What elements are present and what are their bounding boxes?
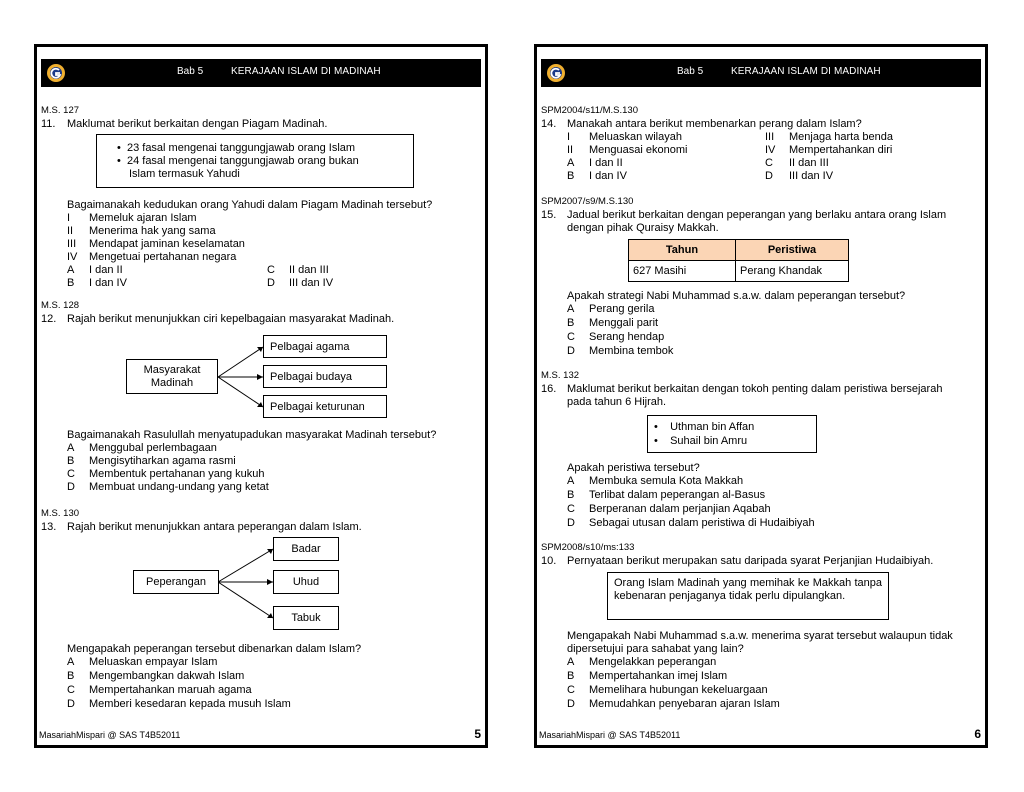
option-text: Terlibat dalam peperangan al-Basus: [589, 489, 766, 501]
question-text-continued: dengan pihak Quraisy Makkah.: [567, 222, 719, 234]
chapter-label: Bab 5: [177, 66, 204, 77]
page-header: [541, 59, 981, 87]
option-label: D: [567, 698, 575, 710]
option-text: II dan III: [789, 157, 829, 169]
roman-item: Memeluk ajaran Islam: [89, 212, 197, 224]
option-text: Sebagai utusan dalam peristiwa di Hudaibiyah: [589, 517, 815, 529]
option-text: Membuat undang-undang yang ketat: [89, 481, 269, 493]
question-number: 13.: [41, 521, 57, 533]
option-label: B: [567, 170, 575, 182]
diagram-branch-box: [273, 570, 339, 594]
option-label: C: [567, 331, 575, 343]
diagram-branch-box: [273, 606, 339, 630]
table-header-cell: Tahun: [629, 240, 736, 261]
roman-label: III: [67, 238, 77, 250]
question-text: Rajah berikut menunjukkan antara peperangan dalam Islam.: [67, 521, 362, 533]
option-label: A: [567, 656, 575, 668]
question-text: Rajah berikut menunjukkan ciri kepelbagaian masyarakat Madinah.: [67, 313, 395, 325]
option-text: II dan III: [289, 264, 329, 276]
option-label: C: [67, 684, 75, 696]
question-text: Pernyataan berikut merupakan satu daripada syarat Perjanjian Hudaibiyah.: [567, 555, 934, 567]
page-number: 5: [474, 727, 481, 741]
branch-label: Uhud: [292, 576, 320, 588]
question-text-continued: pada tahun 6 Hijrah.: [567, 396, 667, 408]
option-label: C: [765, 157, 773, 169]
bullet-item: • Uthman bin Affan: [654, 421, 755, 433]
center-label: Peperangan: [146, 576, 206, 588]
roman-item: Menguasai ekonomi: [589, 144, 688, 156]
roman-item: Menerima hak yang sama: [89, 225, 216, 237]
option-label: D: [267, 277, 275, 289]
question-reference: SPM2007/s9/M.S.130: [541, 196, 634, 207]
option-text: I dan IV: [89, 277, 127, 289]
option-label: C: [267, 264, 275, 276]
option-label: D: [567, 517, 575, 529]
chapter-title: KERAJAAN ISLAM DI MADINAH: [231, 66, 381, 77]
question-number: 15.: [541, 209, 557, 221]
diagram-branch-box: [263, 335, 387, 358]
chapter-title: KERAJAAN ISLAM DI MADINAH: [731, 66, 881, 77]
option-text: III dan IV: [789, 170, 834, 182]
option-label: C: [67, 468, 75, 480]
option-text: Membentuk pertahanan yang kukuh: [89, 468, 265, 480]
diagram-center-box: [126, 359, 218, 394]
statement-text: Orang Islam Madinah yang memihak ke Makkah tanpa kebenaran penjaganya tidak perlu dipulangkan.: [614, 577, 882, 602]
option-label: B: [67, 277, 75, 289]
center-label-line: Madinah: [150, 377, 194, 389]
option-label: D: [67, 698, 75, 710]
option-label: A: [567, 475, 575, 487]
center-label-line: Masyarakat: [143, 364, 201, 376]
question-reference: M.S. 127: [41, 105, 80, 116]
option-text: Meluaskan empayar Islam: [89, 656, 218, 668]
roman-item: Meluaskan wilayah: [589, 131, 682, 143]
roman-label: II: [67, 225, 74, 237]
statement-box: [607, 572, 889, 620]
question-number: 14.: [541, 118, 557, 130]
question-reference: M.S. 128: [41, 300, 80, 311]
table-row: [629, 261, 849, 282]
question-stem: Bagaimanakah kedudukan orang Yahudi dalam Piagam Madinah tersebut?: [67, 199, 433, 211]
question-text: Jadual berikut berkaitan dengan peperangan yang berlaku antara orang Islam: [567, 209, 947, 221]
option-text: Berperanan dalam perjanjian Aqabah: [589, 503, 771, 515]
info-box: [647, 415, 817, 453]
option-text: Perang gerila: [589, 303, 655, 315]
option-text: Serang hendap: [589, 331, 665, 343]
question-stem-continued: dipersetujui para sahabat yang lain?: [567, 643, 744, 655]
option-label: D: [567, 345, 575, 357]
roman-item: Mempertahankan diri: [789, 144, 893, 156]
bullet-item-continued: Islam termasuk Yahudi: [129, 168, 240, 180]
question-number: 16.: [541, 383, 557, 395]
option-label: C: [567, 684, 575, 696]
question-reference: SPM2004/s11/M.S.130: [541, 105, 638, 116]
option-text: Memberi kesedaran kepada musuh Islam: [89, 698, 291, 710]
option-text: Mempertahankan maruah agama: [89, 684, 252, 696]
page-5: [34, 44, 488, 748]
option-text: Mengisytiharkan agama rasmi: [89, 455, 236, 467]
branch-label: Pelbagai budaya: [270, 371, 352, 383]
roman-label: II: [567, 144, 574, 156]
chapter-label: Bab 5: [677, 66, 704, 77]
option-text: I dan II: [89, 264, 123, 276]
option-label: B: [67, 670, 75, 682]
roman-item: Mengetuai pertahanan negara: [89, 251, 237, 263]
option-label: D: [67, 481, 75, 493]
option-text: I dan II: [589, 157, 623, 169]
branch-label: Tabuk: [291, 612, 321, 624]
option-label: A: [67, 442, 75, 454]
diagram-branch-box: [273, 537, 339, 561]
question-stem: Mengapakah Nabi Muhammad s.a.w. menerima syarat tersebut walaupun tidak: [567, 630, 953, 642]
branch-label: Pelbagai keturunan: [270, 401, 365, 413]
roman-label: III: [765, 131, 775, 143]
question-stem: Apakah peristiwa tersebut?: [567, 462, 700, 474]
table-header-row: [629, 240, 849, 261]
roman-item: Menjaga harta benda: [789, 131, 893, 143]
roman-label: IV: [67, 251, 78, 263]
option-label: B: [567, 489, 575, 501]
option-text: Membuka semula Kota Makkah: [589, 475, 744, 487]
option-text: I dan IV: [589, 170, 627, 182]
logo-g-icon: [545, 63, 567, 83]
option-label: B: [567, 317, 575, 329]
question-reference: M.S. 130: [41, 508, 80, 519]
diagram-branch-box: [263, 365, 387, 388]
question-stem: Mengapakah peperangan tersebut dibenarkan dalam Islam?: [67, 643, 362, 655]
branch-label: Badar: [291, 543, 321, 555]
page-footer: MasariahMispari @ SAS T4B52011: [539, 730, 681, 740]
roman-label: I: [567, 131, 571, 143]
question-text: Maklumat berikut berkaitan dengan Piagam Madinah.: [67, 118, 328, 130]
option-text: Membina tembok: [589, 345, 674, 357]
option-label: D: [765, 170, 773, 182]
page-number: 6: [974, 727, 981, 741]
question-number: 11.: [41, 118, 56, 130]
bullet-item: • Suhail bin Amru: [654, 435, 748, 447]
option-text: III dan IV: [289, 277, 334, 289]
roman-label: IV: [765, 144, 776, 156]
table-cell: 627 Masihi: [629, 261, 736, 282]
diagram-center-box: [133, 570, 219, 594]
option-label: B: [67, 455, 75, 467]
question-reference: SPM2008/s10/ms:133: [541, 542, 635, 553]
option-text: Mengelakkan peperangan: [589, 656, 717, 668]
question-reference: M.S. 132: [541, 370, 580, 381]
question-number: 10.: [541, 555, 557, 567]
option-label: A: [67, 264, 75, 276]
page-footer: MasariahMispari @ SAS T4B52011: [39, 730, 181, 740]
option-label: B: [567, 670, 575, 682]
roman-label: I: [67, 212, 71, 224]
question-text: Maklumat berikut berkaitan dengan tokoh penting dalam peristiwa bersejarah: [567, 383, 943, 395]
option-text: Memelihara hubungan kekeluargaan: [589, 684, 768, 696]
option-label: A: [567, 157, 575, 169]
option-text: Menggali parit: [589, 317, 659, 329]
question-stem: Apakah strategi Nabi Muhammad s.a.w. dalam peperangan tersebut?: [567, 290, 906, 302]
option-text: Mengembangkan dakwah Islam: [89, 670, 245, 682]
option-text: Mempertahankan imej Islam: [589, 670, 728, 682]
roman-item: Mendapat jaminan keselamatan: [89, 238, 245, 250]
table-cell: Perang Khandak: [736, 261, 849, 282]
option-label: C: [567, 503, 575, 515]
bullet-item: • 23 fasal mengenai tanggungjawab orang Islam: [117, 142, 356, 154]
option-label: A: [567, 303, 575, 315]
question-stem: Bagaimanakah Rasulullah menyatupadukan masyarakat Madinah tersebut?: [67, 429, 437, 441]
page-6: [534, 44, 988, 748]
bullet-item: • 24 fasal mengenai tanggungjawab orang bukan: [117, 155, 359, 167]
option-label: A: [67, 656, 75, 668]
diagram-branch-box: [263, 395, 387, 418]
option-text: Menggubal perlembagaan: [89, 442, 217, 454]
events-table: [628, 239, 849, 282]
branch-label: Pelbagai agama: [270, 341, 350, 353]
table-header-cell: Peristiwa: [736, 240, 849, 261]
question-text: Manakah antara berikut membenarkan perang dalam Islam?: [567, 118, 862, 130]
option-text: Memudahkan penyebaran ajaran Islam: [589, 698, 780, 710]
question-number: 12.: [41, 313, 57, 325]
